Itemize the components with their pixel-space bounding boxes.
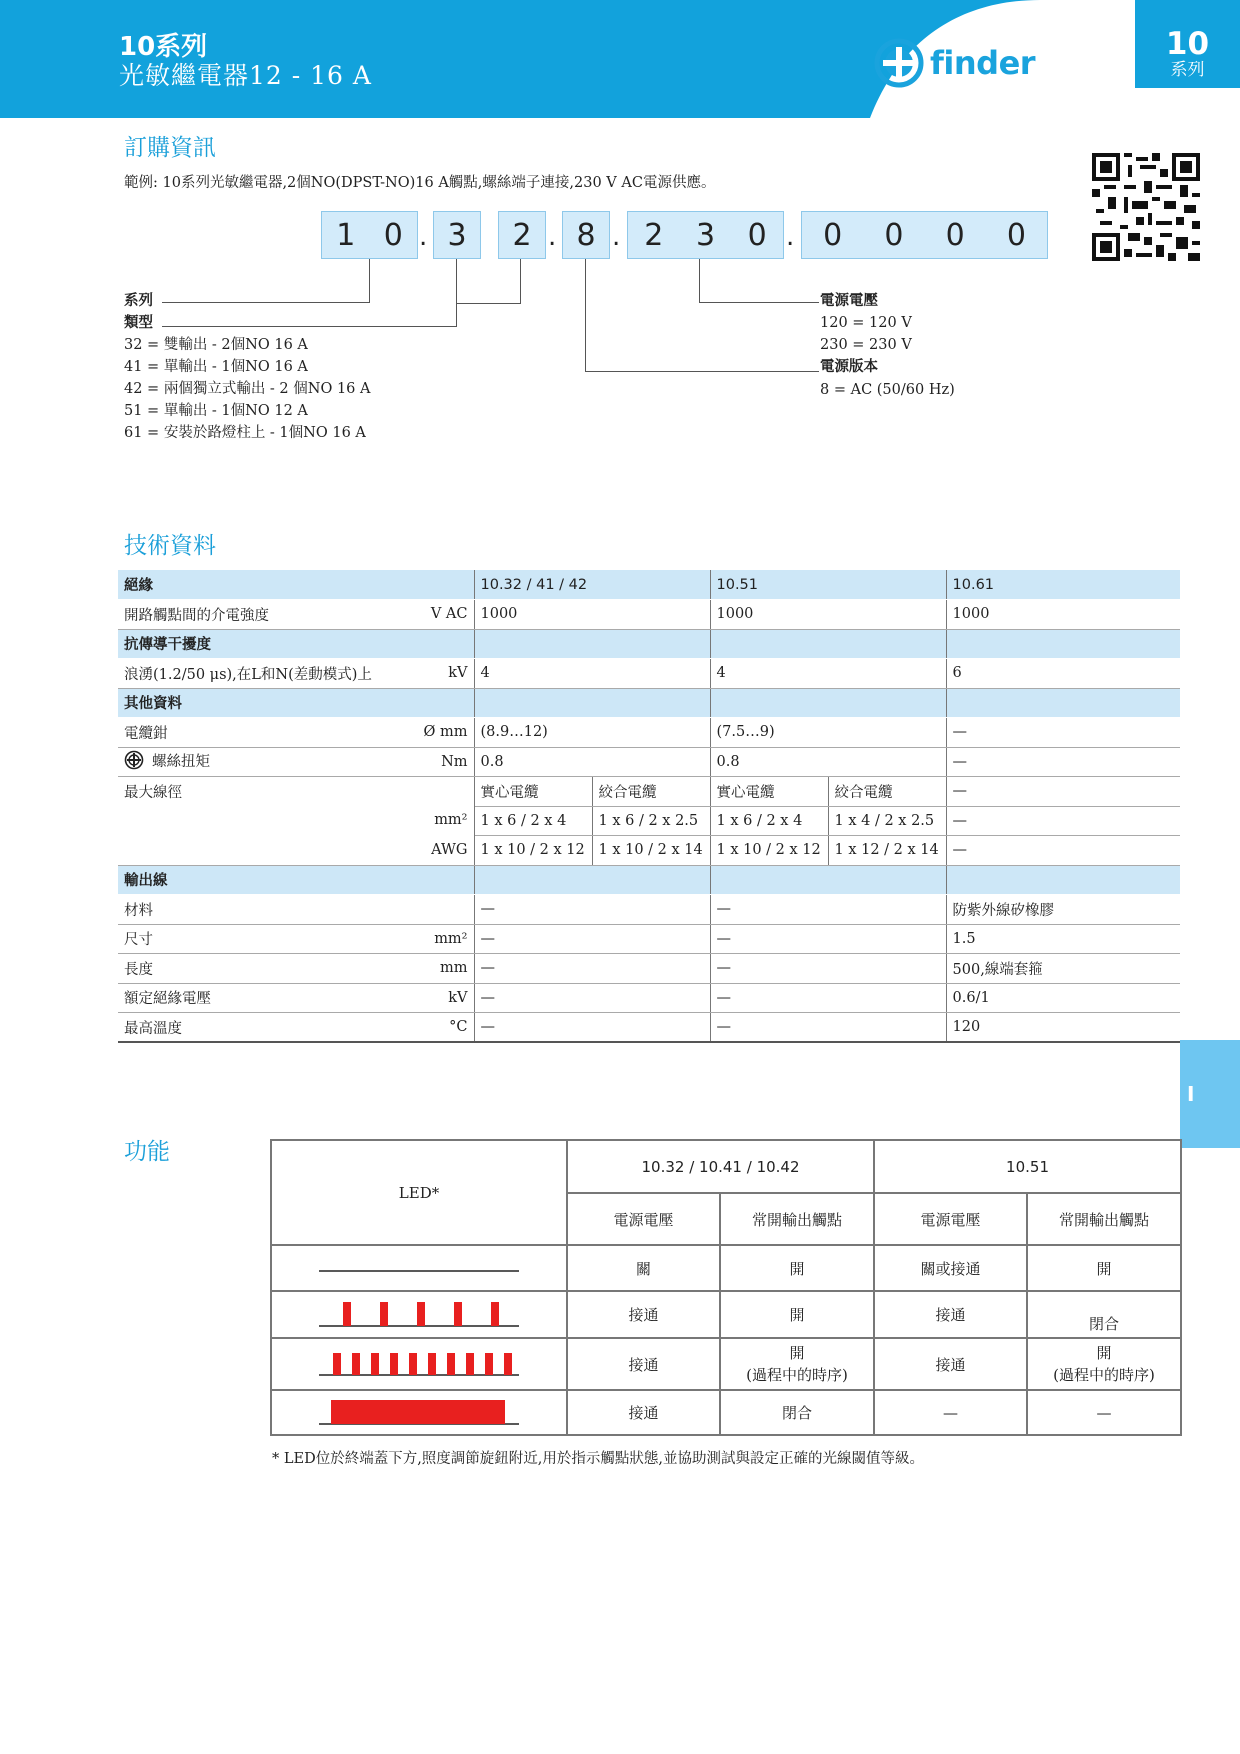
table-row — [118, 924, 1180, 954]
cell: 開 (過程中的時序) — [1027, 1338, 1181, 1390]
code-dot: . — [548, 222, 557, 252]
cell: 開 — [720, 1291, 874, 1338]
cell: 閉合 — [1027, 1291, 1181, 1338]
table-section-row — [118, 688, 1180, 718]
cell: 接通 — [567, 1291, 720, 1338]
cell: 接通 — [567, 1338, 720, 1390]
series-tab-label: 系列 — [1170, 60, 1205, 80]
leader-line — [585, 259, 586, 371]
footnote: * LED位於終端蓋下方,照度調節旋鈕附近,用於指示觸點狀態,並協助測試與設定正確的光線閾值等級。 — [272, 1451, 925, 1467]
row-label: 浪湧(1.2/50 μs),在L和N(差動模式)上 — [124, 666, 372, 683]
cell: 1.5 — [946, 924, 1180, 954]
code-box-version — [562, 211, 610, 259]
cell: 關 — [567, 1245, 720, 1291]
col-header: 10.51 — [710, 570, 946, 600]
code-dot: . — [786, 222, 795, 252]
tech-title: 技術資料 — [124, 533, 216, 559]
leader-line — [162, 302, 370, 303]
code-box-type1 — [433, 211, 481, 259]
section-label: 抗傳導干擾度 — [118, 629, 474, 659]
row-label: 尺寸 — [124, 932, 153, 949]
leader-line — [585, 371, 819, 372]
cell: 1 x 12 / 2 x 14 — [828, 836, 946, 866]
led-off-icon — [271, 1245, 567, 1291]
cell: 1 x 6 / 2 x 4 — [474, 806, 592, 836]
code-digit: 0 — [945, 217, 965, 253]
cell: 0.8 — [474, 747, 710, 777]
row-unit: kV — [448, 665, 468, 681]
page-header — [0, 0, 1240, 118]
cell: — — [946, 747, 1180, 777]
code-digit: 3 — [695, 217, 716, 253]
code-digit: 0 — [1006, 217, 1026, 253]
cell: 4 — [710, 659, 946, 689]
cell: 1 x 6 / 2 x 2.5 — [592, 806, 710, 836]
cell: 開 — [1027, 1245, 1181, 1291]
table-row — [118, 718, 1180, 748]
section-label: 其他資料 — [118, 688, 474, 718]
table-row — [271, 1245, 1181, 1291]
voltage-option: 120 = 120 V — [820, 315, 912, 331]
row-unit: mm² — [434, 812, 468, 828]
row-unit: mm — [440, 960, 468, 976]
table-section-row — [118, 629, 1180, 659]
table-header-row — [271, 1140, 1181, 1193]
cell: 6 — [946, 659, 1180, 689]
series-tab-number: 10 — [1165, 26, 1210, 62]
table-row — [118, 895, 1180, 925]
led-header: LED* — [271, 1140, 567, 1245]
code-digit: 2 — [644, 217, 664, 253]
cell: — — [474, 924, 710, 954]
row-unit: Nm — [441, 753, 468, 770]
table-row — [271, 1390, 1181, 1435]
cell: — — [474, 954, 710, 984]
code-digit: 1 — [336, 217, 356, 253]
cell: 1000 — [710, 600, 946, 630]
leader-line — [699, 302, 819, 303]
cell: 0.6/1 — [946, 983, 1180, 1013]
row-label: 額定絕緣電壓 — [124, 991, 211, 1008]
row-label: 長度 — [124, 961, 153, 978]
led-fast-blink-icon — [271, 1338, 567, 1390]
series-tab — [1135, 0, 1240, 88]
cell: — — [474, 1013, 710, 1043]
cell: — — [474, 895, 710, 925]
qr-code-icon — [1092, 153, 1200, 261]
row-unit: kV — [448, 989, 468, 1006]
leader-line — [520, 259, 521, 304]
code-box-series — [321, 211, 418, 259]
row-unit: °C — [449, 1019, 468, 1035]
code-digit: 3 — [447, 217, 467, 253]
type-option: 41 = 單輸出 - 1個NO 16 A — [124, 359, 308, 375]
table-row — [271, 1338, 1181, 1390]
table-row — [118, 983, 1180, 1013]
cell: 0.8 — [710, 747, 946, 777]
cell: — — [946, 718, 1180, 748]
cell: 1 x 10 / 2 x 12 — [710, 836, 828, 866]
code-digit: 0 — [823, 217, 843, 253]
type-option: 42 = 兩個獨立式輸出 - 2 個NO 16 A — [124, 381, 371, 397]
cell: — — [710, 924, 946, 954]
code-digit: 0 — [747, 217, 767, 253]
code-digit: 0 — [884, 217, 904, 253]
subheader: 常開輸出觸點 — [1027, 1193, 1181, 1245]
cell: 接通 — [567, 1390, 720, 1435]
led-slow-blink-icon — [271, 1291, 567, 1338]
row-unit: AWG — [431, 841, 468, 858]
row-label: 電纜鉗 — [124, 725, 168, 742]
cell: 接通 — [874, 1291, 1027, 1338]
cell: 120 — [946, 1013, 1180, 1043]
col-header: 10.32 / 41 / 42 — [474, 570, 710, 600]
tech-table — [118, 570, 1180, 1043]
cell: 1 x 10 / 2 x 14 — [592, 836, 710, 866]
cell: (7.5…9) — [710, 718, 946, 748]
code-dot: . — [419, 222, 428, 252]
code-dot: . — [612, 222, 621, 252]
code-box-suffix — [801, 211, 1048, 259]
table-row — [271, 1291, 1181, 1338]
cell: 1 x 6 / 2 x 4 — [710, 806, 828, 836]
table-row — [118, 747, 1180, 777]
section-label: 輸出線 — [118, 865, 474, 895]
cell: 關或接通 — [874, 1245, 1027, 1291]
code-box-type2 — [498, 211, 546, 259]
cell: 500,線端套箍 — [946, 954, 1180, 984]
product-title: 光敏繼電器12 - 16 A — [119, 61, 372, 90]
table-section-row — [118, 570, 1180, 600]
functions-title: 功能 — [124, 1139, 170, 1165]
code-digit: 8 — [576, 217, 596, 253]
screw-torque-icon — [124, 750, 144, 774]
row-unit: V AC — [430, 606, 468, 622]
cell: 防紫外線矽橡膠 — [946, 895, 1180, 925]
group-header: 10.51 — [874, 1140, 1181, 1193]
cell: 1000 — [474, 600, 710, 630]
cell: (8.9…12) — [474, 718, 710, 748]
table-row — [118, 659, 1180, 689]
subheader: 電源電壓 — [567, 1193, 720, 1245]
col-header: 10.61 — [946, 570, 1180, 600]
cell: 絞合電纜 — [592, 777, 710, 807]
table-row — [118, 954, 1180, 984]
row-label: 開路觸點間的介電強度 — [124, 607, 269, 624]
row-label: 材料 — [124, 902, 153, 919]
table-row — [118, 600, 1180, 630]
table-section-row — [118, 865, 1180, 895]
cell: 絞合電纜 — [828, 777, 946, 807]
cell: — — [710, 983, 946, 1013]
cell: 閉合 — [720, 1390, 874, 1435]
table-row — [118, 777, 1180, 807]
row-label: 螺絲扭矩 — [152, 753, 210, 770]
subheader: 常開輸出觸點 — [720, 1193, 874, 1245]
cell: 1000 — [946, 600, 1180, 630]
cell: — — [946, 806, 1180, 836]
cell: 接通 — [874, 1338, 1027, 1390]
group-header: 10.32 / 10.41 / 10.42 — [567, 1140, 874, 1193]
label-version: 電源版本 — [820, 359, 878, 375]
code-digit: 0 — [383, 217, 403, 253]
cell: — — [474, 983, 710, 1013]
cell: — — [710, 954, 946, 984]
side-index-tab — [1180, 1040, 1240, 1148]
table-row — [118, 806, 1180, 836]
row-unit: mm² — [434, 930, 468, 947]
voltage-option: 230 = 230 V — [820, 337, 912, 353]
cell: 1 x 4 / 2 x 2.5 — [828, 806, 946, 836]
label-type: 類型 — [124, 315, 153, 331]
leader-line — [369, 259, 370, 302]
series-title: 10系列 — [119, 32, 208, 62]
functions-table — [270, 1139, 1182, 1436]
type-option: 32 = 雙輸出 - 2個NO 16 A — [124, 337, 308, 353]
row-label: 最高溫度 — [124, 1020, 182, 1037]
cell: — — [710, 895, 946, 925]
cell: 開 — [720, 1245, 874, 1291]
cell: 1 x 10 / 2 x 12 — [474, 836, 592, 866]
leader-line — [699, 259, 700, 302]
label-voltage: 電源電壓 — [820, 293, 878, 309]
finder-logo-text: finder — [930, 44, 1036, 82]
cell: — — [874, 1390, 1027, 1435]
version-option: 8 = AC (50/60 Hz) — [820, 382, 955, 398]
subheader: 電源電壓 — [874, 1193, 1027, 1245]
cell: — — [1027, 1390, 1181, 1435]
section-label: 絕緣 — [118, 570, 474, 600]
cell: 實心電纜 — [710, 777, 828, 807]
cell: — — [710, 1013, 946, 1043]
side-tab-label: I — [1187, 1082, 1195, 1106]
finder-logo-icon — [874, 38, 924, 92]
row-unit: Ø mm — [423, 724, 468, 740]
ordering-example: 範例: 10系列光敏繼電器,2個NO(DPST-NO)16 A觸點,螺絲端子連接,230 V AC電源供應。 — [124, 175, 716, 191]
cell: 實心電纜 — [474, 777, 592, 807]
cell: 開 (過程中的時序) — [720, 1338, 874, 1390]
label-series: 系列 — [124, 293, 153, 309]
code-box-voltage — [627, 211, 784, 259]
row-label: 最大線徑 — [118, 777, 474, 807]
type-option: 51 = 單輸出 - 1個NO 12 A — [124, 403, 308, 419]
leader-line — [162, 326, 457, 327]
led-on-icon — [271, 1390, 567, 1435]
table-row — [118, 836, 1180, 866]
leader-line — [456, 259, 457, 326]
code-digit: 2 — [512, 217, 532, 253]
cell: 4 — [474, 659, 710, 689]
cell: — — [946, 777, 1180, 807]
leader-line — [456, 303, 521, 304]
cell: — — [946, 836, 1180, 866]
ordering-title: 訂購資訊 — [124, 135, 216, 161]
type-option: 61 = 安裝於路燈柱上 - 1個NO 16 A — [124, 425, 366, 441]
table-row — [118, 1013, 1180, 1043]
